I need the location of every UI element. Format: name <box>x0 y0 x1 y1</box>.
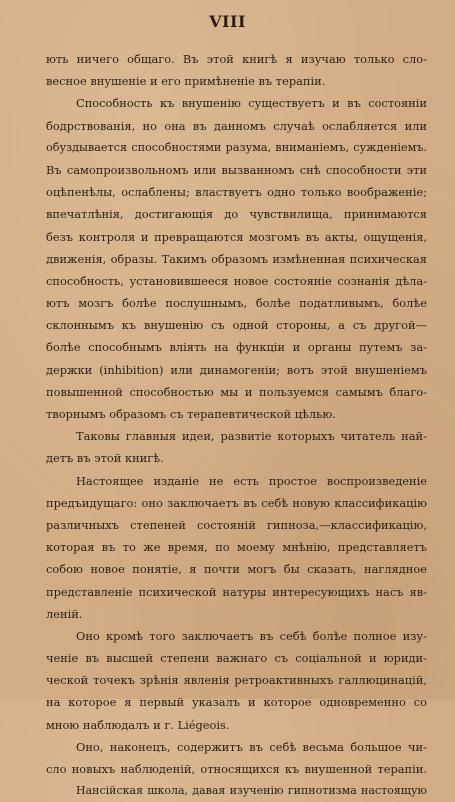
text-line: повышенной способностью мы и пользуемся самымъ благо- <box>46 384 427 399</box>
text-line: склоннымъ къ внушенію съ одной стороны, а съ другой— <box>46 318 427 333</box>
text-line: творнымъ образомъ съ терапевтической цѣлью. <box>46 407 336 421</box>
text-line: держки (inhibition) или динамогеніи; вотъ этой внушеніемъ <box>46 362 427 377</box>
text-line: Способность къ внушенію существуетъ и въ состояніи <box>76 96 427 111</box>
text-line: ютъ мозгъ болѣе послушнымъ, болѣе податливымъ, болѣе <box>46 296 427 311</box>
text-line: способность, установившееся новое состояніе сознанія дѣла- <box>46 273 427 288</box>
page-number: VIII <box>209 12 246 31</box>
text-line: предъидущаго: оно заключаетъ въ себѣ новую классификацію <box>46 495 427 510</box>
text-line: обуздывается способностями разума, вниманіемъ, сужденіемъ. <box>46 140 427 154</box>
text-line: ють ничего общаго. Въ этой книгѣ я изучаю только сло- <box>46 52 427 66</box>
text-line: сло новыхъ наблюденій, относящихся къ внушенной терапіи. <box>46 762 427 776</box>
text-line: болѣе способнымъ вліять на функціи и органы путемъ за- <box>46 340 427 355</box>
text-line: движенія, образы. Такимъ образомъ измѣненная психическая <box>46 251 427 266</box>
text-line: Настоящее изданіе не есть простое воспроизведеніе <box>76 473 427 488</box>
text-line: весное внушеніе и его примѣненіе въ терапіи. <box>46 74 326 89</box>
text-line: бодрствованія, но она въ данномъ случаѣ ослабляется или <box>46 118 427 133</box>
text-line: безъ контроля и превращаются мозгомъ въ акты, ощущенія, <box>46 229 427 244</box>
text-line: различныхъ степеней состояній гипноза,—классификацію, <box>46 517 427 532</box>
text-line: на которое я первый указалъ и которое одновременно со <box>46 695 427 710</box>
text-line: которая въ то же время, по моему мнѣнію, представляетъ <box>46 540 427 555</box>
text-line: собою новое понятіе, я почти могъ бы сказать, наглядное <box>46 562 427 577</box>
body-text <box>46 48 427 802</box>
text-line: оцѣпенѣлы, ослаблены; властвуетъ одно только воображеніе; <box>46 185 427 200</box>
text-line: впечатлѣнія, достигающія до чувствилища, принимаются <box>46 207 427 222</box>
text-line: Въ самопроизвольномъ или вызванномъ снѣ способности эти <box>46 162 427 177</box>
text-line: детъ въ этой книгѣ. <box>46 451 164 466</box>
text-line: леній. <box>46 606 83 621</box>
text-line: Оно кромѣ того заключаетъ въ себѣ болѣе полное изу- <box>76 628 427 643</box>
text-line: Оно, наконецъ, содержитъ въ себѣ весьма большое чи- <box>76 739 427 754</box>
text-line: ческой точекъ зрѣнія явленія ретроактивныхъ галлюцинацій, <box>46 673 427 688</box>
text-line: Таковы главныя идеи, развитіе которыхъ читатель най- <box>76 429 427 444</box>
text-line: представленіе психической натуры интересующихъ насъ яв- <box>46 584 427 599</box>
text-line: ченіе въ высшей степени важнаго съ соціальной и юриди- <box>46 651 427 666</box>
text-line: Нансійская школа, давая изученію гипнотизма настоящую <box>76 784 427 798</box>
text-line: мною наблюдалъ и г. Liégeois. <box>46 717 230 732</box>
